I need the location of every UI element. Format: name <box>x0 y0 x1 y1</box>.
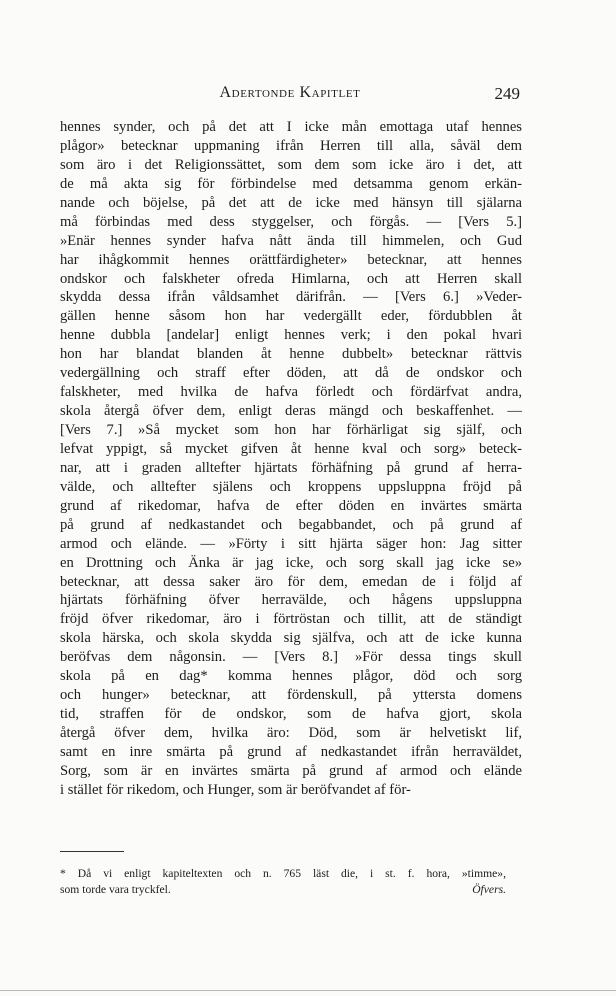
text-line: som äro i det Religionssättet, som dem som icke äro i det, att <box>60 156 522 173</box>
text-line: »Enär hennes synder hafva nått ända till himmelen, och Gud <box>60 232 522 249</box>
text-line: Sorg, som är en invärtes smärta på grund af armod och elände <box>60 762 522 779</box>
text-line: betecknar, att dessa saker äro för dem, emedan de i följd af <box>60 573 522 590</box>
text-line: välde, och alltefter själens och kroppens uppsluppna fröjd på <box>60 478 522 495</box>
footnote-signature: Öfvers. <box>472 883 506 896</box>
text-line: skola återgå öfver dem, enligt deras mängd och beskaffenhet. — <box>60 403 522 420</box>
text-line: fröjd öfver rikedomar, äro i förtröstan och tillit, att de ständigt <box>60 611 522 628</box>
text-line: gällen henne såsom hon har vedergällt eder, fördubblen åt <box>60 308 522 325</box>
text-line: falskheter, med hvilka de hafva förledt och fördärfvat andra, <box>60 384 522 401</box>
text-line: hon har blandat blanden åt henne dubbelt» betecknar rättvis <box>60 346 522 363</box>
text-line: grund af rikedomar, hafva de efter döden en invärtes smärta <box>60 497 522 514</box>
text-line: må förbindas med dess styggelser, och förgås. — [Vers 5.] <box>60 213 522 230</box>
text-line: återgå öfver dem, hvilka äro: Död, som är helvetiskt lif, <box>60 725 522 741</box>
text-line: en Drottning och Änka är jag icke, och sorg skall jag icke se» <box>60 554 522 571</box>
page-number: 249 <box>494 84 520 103</box>
text-line: tid, straffen för de ondskor, som de hafva gjort, skola <box>60 706 522 723</box>
text-line: lefvat yppigt, så mycket gifven åt henne kval och sorg» beteck- <box>60 440 522 457</box>
text-line: plågor» betecknar uppmaning ifrån Herren till alla, såväl dem <box>60 137 522 154</box>
text-line: nande och böjelse, på det att de icke med hänsyn till själarna <box>60 194 522 211</box>
text-line: hennes synder, och på det att I icke mån emottaga utaf hennes <box>60 119 522 135</box>
footnote-line-2-row <box>60 882 506 898</box>
footnote-rule <box>60 851 124 852</box>
text-line: henne dubbla [andelar] enligt hennes verk; i den pokal hvari <box>60 327 522 344</box>
text-line: och hunger» betecknar, att fördenskull, på yttersta domens <box>60 687 522 704</box>
text-line: skola på en dag* komma hennes plågor, död och sorg <box>60 668 522 685</box>
footnote-line-2: som torde vara tryckfel. <box>60 883 171 896</box>
text-line: [Vers 7.] »Så mycket som hon har förhärligat sig själf, och <box>60 422 522 438</box>
running-head: Adertonde Kapitlet <box>219 84 361 101</box>
text-line: beröfvas dem någonsin. — [Vers 8.] »För dessa tings skull <box>60 649 522 666</box>
text-line: de må akta sig för förbindelse med detsamma genom erkän- <box>60 175 522 192</box>
body-text <box>60 118 522 800</box>
text-line: nar, att i graden alltefter hjärtats förhäfning på grund af herra- <box>60 459 522 476</box>
page-header <box>60 84 520 110</box>
text-line: skydda dessa ifrån våldsamhet därifrån. — [Vers 6.] »Veder- <box>60 289 522 306</box>
page-bottom-edge <box>0 990 616 991</box>
text-line: har ihågkommit hennes orättfärdigheter» betecknar, att hennes <box>60 251 522 268</box>
text-line: ondskor och falskheter ofreda Himlarna, och att Herren skall <box>60 270 522 287</box>
text-line: vedergällning och straff efter döden, att då de ondskor och <box>60 365 522 382</box>
text-line: hjärtats förhäfning öfver herravälde, och hågens uppsluppna <box>60 592 522 609</box>
text-line: på grund af nedkastandet och begabbandet, och på grund af <box>60 516 522 533</box>
footnote <box>60 866 506 898</box>
text-line: i stället för rikedom, och Hunger, som är beröfvandet af för- <box>60 781 411 798</box>
text-line: samt en inre smärta på grund af nedkastandet ifrån herraväldet, <box>60 743 522 760</box>
text-line: armod och elände. — »Förty i sitt hjärta säger hon: Jag sitter <box>60 535 522 552</box>
footnote-line-1: * Då vi enligt kapiteltexten och n. 765 läst die, i st. f. hora, »timme», <box>60 867 506 880</box>
text-line: skola härska, och skola skydda sig själfva, och att de icke kunna <box>60 630 522 647</box>
